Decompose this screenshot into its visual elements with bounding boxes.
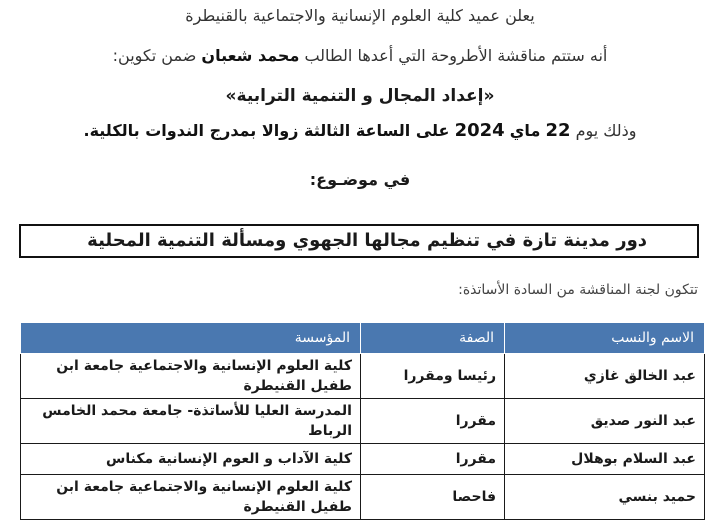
jury-member-name: عبد النور صديق [505, 399, 705, 444]
jury-table [20, 322, 705, 520]
jury-member-name: حميد بنسي [505, 475, 705, 520]
program-intro-text: ضمن تكوين: [112, 46, 197, 65]
date-time-location: على الساعة الثالثة زوالا بمدرج الندوات بالكلية. [83, 121, 450, 140]
announcement-line-2 [0, 46, 720, 65]
table-row [21, 399, 705, 444]
jury-member-name: عبد الخالق غازي [505, 354, 705, 399]
date-month: ماي [509, 121, 541, 140]
subject-intro: في موضـوع: [309, 170, 411, 189]
jury-member-role: رئيسا ومقررا [361, 354, 505, 399]
jury-member-institution: المدرسة العليا للأساتذة- جامعة محمد الخامس الرباط [21, 399, 361, 444]
defense-date-line [0, 120, 720, 141]
jury-member-institution: كلية الآداب و العوم الإنسانية مكناس [21, 444, 361, 475]
date-day: 22 [545, 120, 571, 141]
jury-intro: تتكون لجنة المناقشة من السادة الأساتذة: [458, 282, 698, 298]
jury-member-name: عبد السلام بوهلال [505, 444, 705, 475]
table-row [21, 475, 705, 520]
header-name: الاسم والنسب [505, 323, 705, 354]
thesis-intro-text: أنه ستتم مناقشة الأطروحة التي أعدها الطالب [304, 46, 608, 65]
program-title: «إعداد المجال و التنمية الترابية» [225, 86, 495, 106]
jury-member-institution: كلية العلوم الإنسانية والاجتماعية جامعة ابن طفيل القنيطرة [21, 354, 361, 399]
announcement-line-1: يعلن عميد كلية العلوم الإنسانية والاجتماعية بالقنيطرة [185, 6, 535, 25]
date-prefix: وذلك يوم [575, 121, 637, 140]
jury-member-role: فاحصا [361, 475, 505, 520]
thesis-subject-box: دور مدينة تازة في تنظيم مجالها الجهوي ومسألة التنمية المحلية [19, 224, 699, 258]
jury-member-role: مقررا [361, 444, 505, 475]
table-row [21, 354, 705, 399]
student-name: محمد شعبان [201, 46, 300, 65]
jury-member-institution: كلية العلوم الإنسانية والاجتماعية جامعة ابن طفيل القنيطرة [21, 475, 361, 520]
date-year: 2024 [454, 120, 505, 141]
header-role: الصفة [361, 323, 505, 354]
table-row [21, 444, 705, 475]
header-institution: المؤسسة [21, 323, 361, 354]
jury-table-header-row [21, 323, 705, 354]
jury-member-role: مقررا [361, 399, 505, 444]
